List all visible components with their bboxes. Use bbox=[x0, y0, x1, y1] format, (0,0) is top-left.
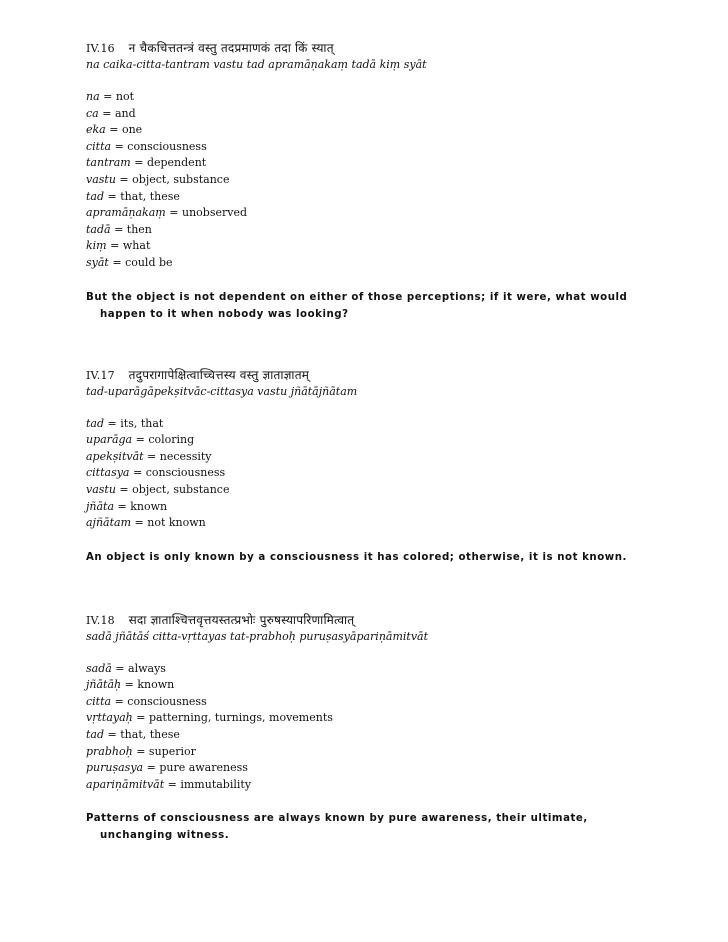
glossary-meaning: always bbox=[128, 661, 166, 675]
glossary-meaning: consciousness bbox=[127, 139, 207, 153]
glossary-entry: jñātāḥ = known bbox=[86, 678, 175, 692]
glossary-meaning: then bbox=[126, 222, 152, 236]
sutra-devanagari: न चैकचित्ततन्त्रं वस्तु तदप्रमाणकं तदा किं स्यात् bbox=[128, 41, 334, 55]
glossary-term: uparāga bbox=[86, 433, 133, 447]
sutra-heading bbox=[86, 367, 646, 384]
sutra-number: IV.16 bbox=[86, 42, 115, 55]
glossary-entry: sadā = always bbox=[86, 661, 166, 675]
glossary-term: sadā bbox=[86, 661, 112, 675]
glossary-term: apariṇāmitvāt bbox=[86, 777, 165, 791]
glossary-entry: eka = one bbox=[86, 123, 143, 137]
sutra-heading bbox=[86, 40, 646, 57]
glossary-meaning: superior bbox=[148, 744, 196, 758]
glossary-term: jñātāḥ bbox=[86, 678, 122, 692]
glossary-entry: apariṇāmitvāt = immutability bbox=[86, 777, 252, 791]
glossary-meaning: known bbox=[137, 678, 175, 692]
glossary-entry: citta = consciousness bbox=[86, 694, 207, 708]
glossary-meaning: that, these bbox=[120, 189, 180, 203]
glossary-entry: na = not bbox=[86, 90, 135, 103]
glossary-term: na bbox=[86, 90, 100, 103]
glossary-entry: citta = consciousness bbox=[86, 139, 207, 153]
sutra-translation: But the object is not dependent on either of those perceptions; if it were, what would happen to it when nobody was looking? bbox=[86, 291, 628, 320]
glossary-entry: ca = and bbox=[86, 106, 136, 120]
glossary-term: ajñātam bbox=[86, 516, 132, 530]
glossary-term: citta bbox=[86, 139, 112, 153]
glossary-term: tadā bbox=[86, 222, 111, 236]
glossary-entry: tad = that, these bbox=[86, 728, 180, 742]
sutra-iv-18 bbox=[86, 612, 646, 845]
glossary-meaning: patterning, turnings, movements bbox=[148, 711, 333, 725]
glossary-term: tad bbox=[86, 728, 105, 742]
glossary-list bbox=[86, 416, 646, 532]
glossary-meaning: that, these bbox=[120, 728, 180, 742]
glossary-term: ca bbox=[86, 106, 99, 120]
glossary-meaning: its, that bbox=[120, 416, 164, 430]
glossary-entry: prabhoḥ = superior bbox=[86, 744, 196, 758]
glossary-term: vṛttayaḥ bbox=[86, 711, 133, 725]
glossary-meaning: dependent bbox=[146, 156, 207, 170]
glossary-term: tantram bbox=[86, 156, 131, 170]
sutra-transliteration: tad-uparāgāpekṣitvāc-cittasya vastu jñātājñātam bbox=[86, 384, 358, 398]
glossary-meaning: immutability bbox=[180, 777, 252, 791]
glossary-meaning: not bbox=[115, 90, 135, 103]
glossary-meaning: and bbox=[114, 106, 136, 120]
glossary-entry: syāt = could be bbox=[86, 255, 173, 269]
glossary-entry: uparāga = coloring bbox=[86, 433, 195, 447]
glossary-entry: tad = that, these bbox=[86, 189, 180, 203]
glossary-meaning: consciousness bbox=[145, 466, 226, 480]
sutra-heading bbox=[86, 612, 646, 629]
sutra-transliteration: na caika-citta-tantram vastu tad apramāṇakaṃ tadā kiṃ syāt bbox=[86, 58, 427, 71]
glossary-meaning: could be bbox=[125, 255, 173, 269]
sutra-devanagari: तदुपरागापेक्षित्वाच्चित्तस्य वस्तु ज्ञाताज्ञातम् bbox=[128, 367, 310, 382]
glossary-meaning: unobserved bbox=[181, 206, 247, 220]
glossary-entry: cittasya = consciousness bbox=[86, 466, 226, 480]
sutra-iv-16 bbox=[86, 40, 646, 323]
glossary-term: vastu bbox=[86, 482, 116, 496]
glossary-meaning: object, substance bbox=[132, 172, 230, 186]
glossary-term: prabhoḥ bbox=[86, 744, 133, 758]
glossary-entry: vṛttayaḥ = patterning, turnings, movements bbox=[86, 711, 333, 725]
sutra-number: IV.18 bbox=[86, 613, 115, 627]
glossary-meaning: pure awareness bbox=[159, 761, 248, 775]
glossary-meaning: known bbox=[130, 499, 168, 513]
glossary-entry: tad = its, that bbox=[86, 416, 164, 430]
glossary-entry: puruṣasya = pure awareness bbox=[86, 761, 248, 775]
glossary-entry: tadā = then bbox=[86, 222, 152, 236]
glossary-entry: apekṣitvāt = necessity bbox=[86, 449, 212, 463]
glossary-entry: jñāta = known bbox=[86, 499, 168, 513]
glossary-term: vastu bbox=[86, 172, 116, 186]
glossary-term: kiṃ bbox=[86, 239, 107, 253]
sutra-devanagari: सदा ज्ञाताश्चित्तवृत्तयस्तत्प्रभोः पुरुषस्यापरिणामित्वात् bbox=[128, 612, 355, 627]
glossary-entry: vastu = object, substance bbox=[86, 482, 230, 496]
glossary-term: tad bbox=[86, 416, 105, 430]
sutra-translation: Patterns of consciousness are always known by pure awareness, their ultimate, unchanging witness. bbox=[86, 813, 588, 842]
glossary-list bbox=[86, 661, 646, 794]
glossary-term: eka bbox=[86, 123, 106, 137]
glossary-meaning: what bbox=[122, 239, 151, 253]
glossary-entry: apramāṇakaṃ = unobserved bbox=[86, 206, 247, 220]
glossary-term: apekṣitvāt bbox=[86, 449, 144, 463]
sutra-translation: An object is only known by a consciousness it has colored; otherwise, it is not known. bbox=[86, 551, 627, 563]
glossary-entry: tantram = dependent bbox=[86, 156, 207, 170]
document-page bbox=[86, 40, 646, 888]
glossary-meaning: one bbox=[121, 123, 143, 137]
glossary-meaning: object, substance bbox=[132, 482, 230, 496]
glossary-term: puruṣasya bbox=[86, 761, 144, 775]
glossary-term: tad bbox=[86, 189, 105, 203]
sutra-transliteration: sadā jñātāś citta-vṛttayas tat-prabhoḥ puruṣasyāpariṇāmitvāt bbox=[86, 629, 429, 643]
glossary-meaning: not known bbox=[147, 516, 206, 530]
glossary-entry: kiṃ = what bbox=[86, 239, 151, 253]
glossary-list bbox=[86, 89, 646, 272]
glossary-term: syāt bbox=[86, 255, 109, 269]
glossary-term: cittasya bbox=[86, 466, 130, 480]
glossary-meaning: necessity bbox=[159, 449, 212, 463]
glossary-entry: vastu = object, substance bbox=[86, 172, 230, 186]
glossary-term: apramāṇakaṃ bbox=[86, 206, 166, 220]
glossary-term: citta bbox=[86, 694, 112, 708]
glossary-meaning: coloring bbox=[148, 433, 195, 447]
glossary-term: jñāta bbox=[86, 499, 115, 513]
glossary-meaning: consciousness bbox=[127, 694, 207, 708]
sutra-number: IV.17 bbox=[86, 368, 115, 382]
glossary-entry: ajñātam = not known bbox=[86, 516, 206, 530]
sutra-iv-17 bbox=[86, 367, 646, 566]
